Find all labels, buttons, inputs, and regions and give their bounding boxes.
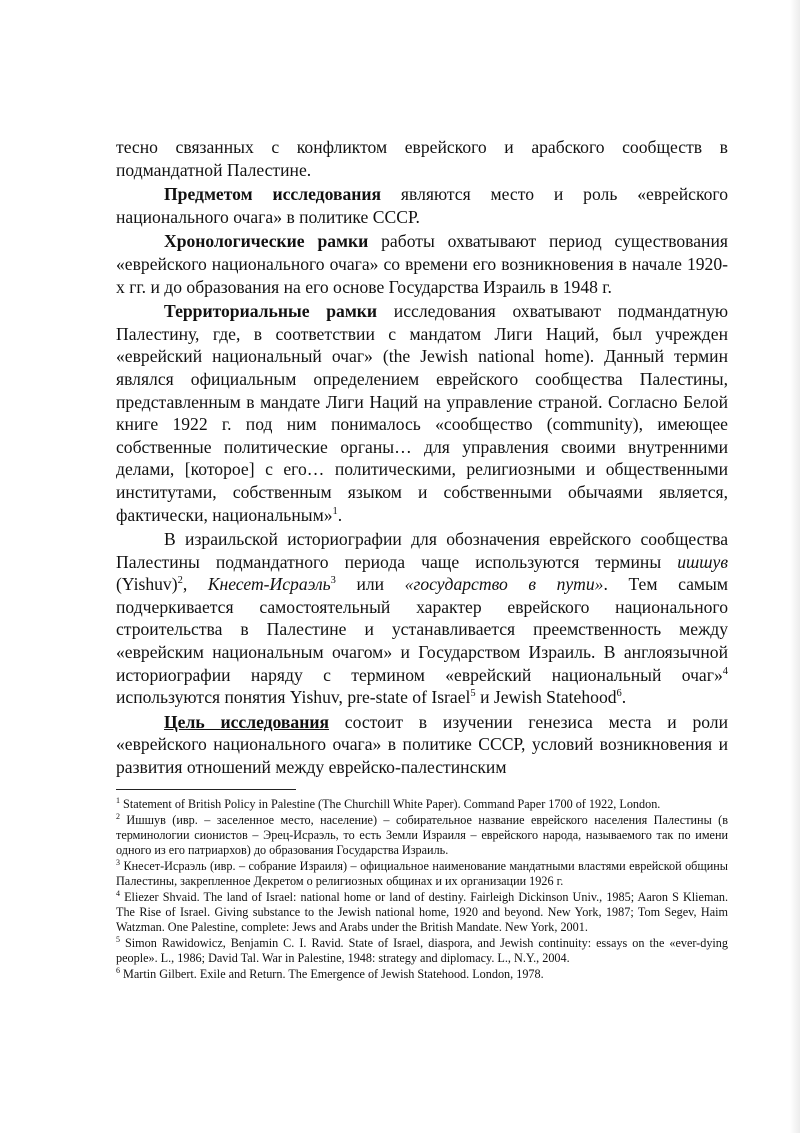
paragraph-territory: Территориальные рамки исследования охватывают подмандатную Палестину, где, в соответствии с мандатом Лиги Наций, был учрежден «еврейский национальный очаг» (the Jewish national home). Данный термин являлся официальным определением еврейского сообщества Палестины, представленным в мандате Лиги Наций на управление страной. Согласно Белой книге 1922 г. под ним понималось «сообщество (community), имеющее собственные политические органы… для управления своими внутренними делами, [которое] с его… политическими, религиозными и общественными институтами, собственным языком и собственными обычаями является, фактически, национальным»$^1$. xyxy=(116,301,728,525)
bold-lead: Цель исследования xyxy=(164,711,330,732)
footnotes xyxy=(116,797,728,983)
paragraph-subject: Предметом исследования являются место и роль «еврейского национального очага» в политике СССР. xyxy=(116,184,728,227)
footnote-separator xyxy=(116,789,296,790)
footnote: $^3$ Кнесет-Исраэль (ивр. – собрание Израиля) – официальное наименование мандатными властями еврейской общины Палестины, закрепленное Декретом о религиозных общинах и их организации 1926 г. xyxy=(116,857,728,888)
footnote-ref: 1 xyxy=(332,505,338,517)
footnote: $^1$ Statement of British Policy in Palestine (The Churchill White Paper). Command Paper 1700 of 1922, London. xyxy=(116,795,661,811)
paragraph-goal: Цель исследования состоит в изучении генезиса места и роли «еврейского национального очага» в политике СССР, условий возникновения и развития отношений между еврейско-палестинским xyxy=(116,711,729,778)
footnote-ref: 3 xyxy=(330,575,336,587)
footnote: $^2$ Ишшув (ивр. – заселенное место, население) – собирательное название еврейского населения Палестины (в терминологии сионистов – Эрец-Исраэль, то есть Земли Израиля – еврейского народа, называемого так по имени одного из его патриархов) до образования Государства Израиль. xyxy=(116,811,728,857)
main-text xyxy=(116,136,728,781)
bold-lead: Хронологические рамки xyxy=(164,231,369,252)
footnote: $^5$ Simon Rawidowicz, Benjamin C. I. Ravid. State of Israel, diaspora, and Jewish continuity: essays on the «ever-dying people». L., 1986; David Tal. War in Palestine, 1948: strategy and diplomacy. L., N.Y., 2004. xyxy=(116,934,728,965)
page-edge-shadow xyxy=(790,0,800,1133)
footnote-ref: 5 xyxy=(470,688,476,700)
paragraph-historiography: В израильской историографии для обозначения еврейского сообщества Палестины подмандатного периода чаще используются термины ишшув (Yishuv)$^2$, Кнесет-Исраэль$^3$ или «государство в пути». Тем самым подчеркивается самостоятельный характер еврейского национального строительства в Палестине и устанавливается преемственность между «еврейским национальным очагом» и Государством Израиль. В англоязычной историографии наряду с термином «еврейский национальный очаг»$^4$ используются понятия Yishuv, pre-state of Israel$^5$ и Jewish Statehood$^6$. xyxy=(116,529,728,708)
footnote-ref: 6 xyxy=(616,688,622,700)
bold-lead: Территориальные рамки xyxy=(164,301,378,322)
paragraph-chronology: Хронологические рамки работы охватывают период существования «еврейского национального очага» со времени его возникновения в начале 1920-х гг. и до образования на его основе Государства Израиль в 1948 г. xyxy=(116,231,728,297)
paragraph-continuation: тесно связанных с конфликтом еврейского и арабского сообществ в подмандатной Палестине. xyxy=(116,137,728,180)
footnote: $^4$ Eliezer Shvaid. The land of Israel: national home or land of destiny. Fairleigh Dickinson Univ., 1985; Aaron S Klieman. The Rise of Israel. Giving substance to the Jewish national home, 1920 and beyond. New York, 1987; Tom Segev, Haim Watzman. One Palestine, complete: Jews and Arabs under the British Mandate. New York, 2001. xyxy=(116,888,728,934)
footnote-ref: 2 xyxy=(177,575,183,587)
footnote-ref: 4 xyxy=(722,665,728,677)
bold-lead: Предметом исследования xyxy=(164,184,382,205)
footnote: $^6$ Martin Gilbert. Exile and Return. The Emergence of Jewish Statehood. London, 1978. xyxy=(116,965,544,981)
